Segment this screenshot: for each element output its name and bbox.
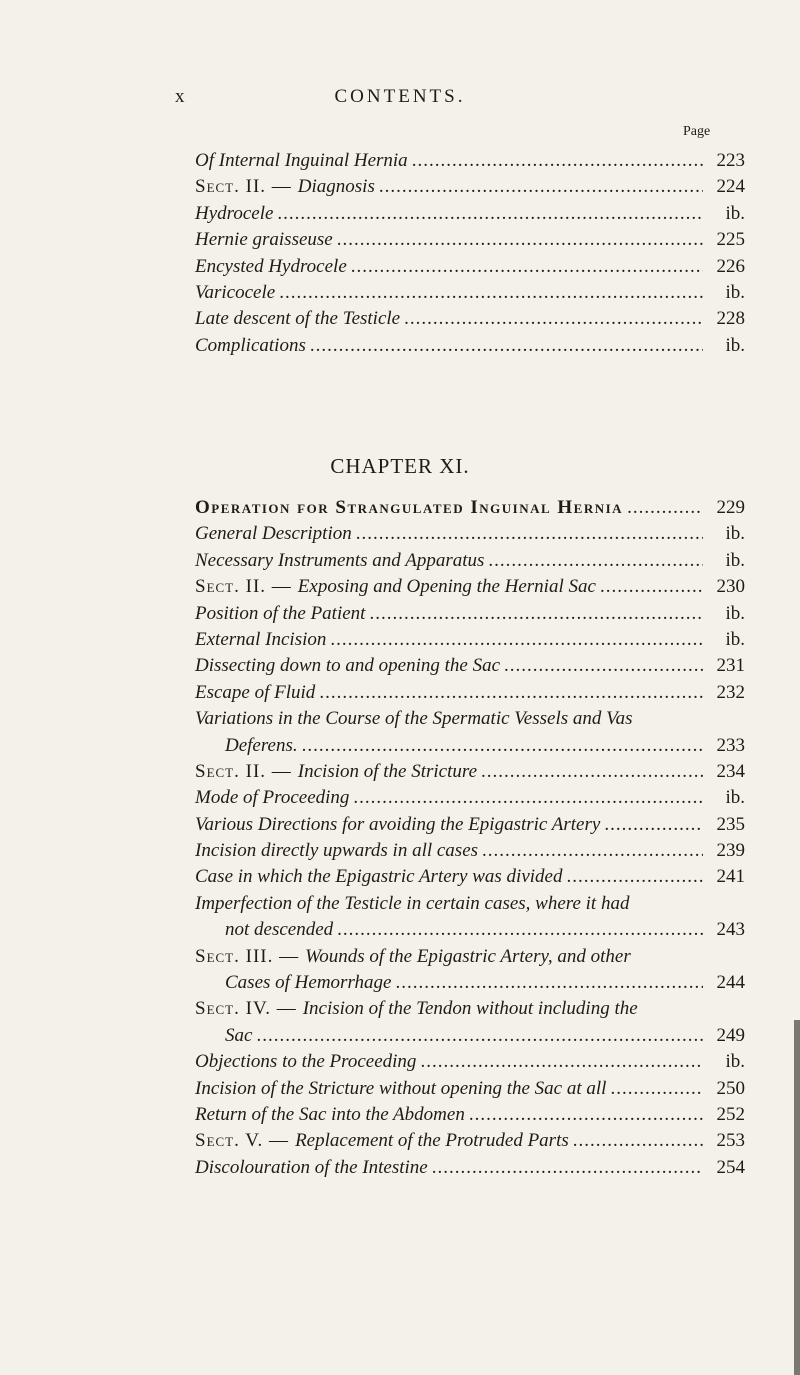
toc-entry-title [195, 148, 408, 174]
dot-leader [310, 333, 703, 359]
toc-entry-text: Objections to the Proceeding [195, 1051, 417, 1073]
toc-page-number: 225 [716, 229, 745, 251]
toc-page-number: 254 [716, 1156, 745, 1178]
toc-entry-title [195, 521, 352, 547]
toc-entry-title [225, 733, 298, 759]
toc-section-number: Sect. II. — [195, 176, 292, 198]
toc-entry [195, 227, 745, 253]
toc-entry [195, 495, 745, 521]
toc-entry [195, 944, 745, 970]
dot-leader [353, 785, 703, 811]
toc-entry [195, 812, 745, 838]
toc-entry-text: Cases of Hemorrhage [225, 972, 392, 994]
dot-leader [627, 495, 703, 521]
dot-leader [481, 759, 703, 785]
toc-entry [195, 970, 745, 996]
toc-entry [195, 1023, 745, 1049]
toc-entry-text: Mode of Proceeding [195, 787, 350, 809]
dot-leader [600, 574, 703, 600]
toc-entry [195, 653, 745, 679]
toc-entry-text: Incision of the Tendon without including the [302, 998, 638, 1020]
toc-section-number: Sect. III. — [195, 945, 300, 967]
dot-leader [404, 306, 703, 332]
toc-entry-text: Diagnosis [297, 176, 375, 198]
toc-section-number: Sect. IV. — [195, 998, 297, 1020]
toc-entry-title [195, 1049, 416, 1075]
toc-entry [195, 601, 745, 627]
toc-entry [195, 1155, 745, 1181]
toc-entry [195, 996, 745, 1022]
toc-entry-title [225, 1023, 252, 1049]
toc-entry-text: Complications [195, 334, 306, 356]
dot-leader [256, 1023, 703, 1049]
toc-entry [195, 1049, 745, 1075]
dot-leader [330, 627, 703, 653]
toc-page-number: 241 [716, 866, 745, 888]
toc-entry-text: Hernie graisseuse [195, 229, 333, 251]
toc-entry [195, 759, 745, 785]
dot-leader [420, 1049, 703, 1075]
toc-section-2 [195, 495, 745, 1181]
toc-entry [195, 838, 745, 864]
toc-entry-text: General Description [195, 523, 352, 545]
running-head: CONTENTS. [334, 86, 466, 107]
dot-leader [573, 1128, 703, 1154]
toc-entry [195, 1128, 745, 1154]
page-column-label: Page [683, 124, 711, 139]
toc-page-number: 224 [716, 176, 745, 198]
toc-page-number: ib. [725, 523, 745, 545]
toc-entry-text: Of Internal Inguinal Hernia [195, 150, 408, 171]
dot-leader [432, 1155, 703, 1181]
toc-page-number: 230 [716, 576, 745, 598]
toc-page-number: 223 [716, 150, 745, 171]
toc-entry-text: Replacement of the Protruded Parts [295, 1130, 569, 1152]
toc-page-number: 252 [716, 1103, 745, 1125]
dot-leader [604, 812, 703, 838]
dot-leader [482, 838, 703, 864]
toc-entry-text: Discolouration of the Intestine [195, 1156, 428, 1178]
toc-page-number: 243 [716, 919, 745, 941]
dot-leader [319, 680, 703, 706]
toc-page-number: ib. [725, 202, 745, 224]
toc-entry [195, 680, 745, 706]
toc-entry-title [195, 1076, 606, 1102]
dot-leader [469, 1102, 703, 1128]
toc-entry-title [225, 917, 333, 943]
toc-entry [195, 280, 745, 306]
dot-leader [351, 254, 703, 280]
toc-entry-text: Hydrocele [195, 202, 274, 224]
toc-entry [195, 521, 745, 547]
page-folio: x [175, 86, 186, 107]
dot-leader [395, 970, 703, 996]
dot-leader [379, 174, 703, 200]
page-edge-shadow [794, 1020, 800, 1375]
toc-entry-text: Dissecting down to and opening the Sac [195, 655, 501, 677]
toc-page-number: ib. [725, 628, 745, 650]
toc-page-number: ib. [725, 602, 745, 624]
toc-entry-title [195, 227, 333, 253]
toc-entry-title [195, 174, 375, 200]
toc-entry-title [195, 280, 275, 306]
toc-entry [195, 706, 745, 732]
toc-entry-text: Various Directions for avoiding the Epigastric Artery [195, 813, 601, 835]
toc-entry-text: Necessary Instruments and Apparatus [195, 549, 485, 571]
toc-page-number: 226 [716, 255, 745, 277]
toc-entry-title [195, 1128, 569, 1154]
toc-page-number: ib. [725, 549, 745, 571]
toc-entry-title [195, 944, 631, 970]
toc-entry-text: Deferens. [225, 734, 298, 756]
dot-leader [277, 201, 703, 227]
toc-entry-text: not descended [225, 919, 334, 941]
toc-entry-title [195, 1155, 428, 1181]
toc-page-number: 233 [716, 734, 745, 756]
toc-entry-text: Varicocele [195, 281, 276, 303]
dot-leader [337, 227, 703, 253]
toc-entry-title [195, 201, 273, 227]
chapter-heading: CHAPTER XI. [330, 454, 470, 478]
toc-page-number: 232 [716, 681, 745, 703]
toc-page-number: 234 [716, 760, 745, 782]
toc-entry-title [195, 254, 347, 280]
toc-entry [195, 733, 745, 759]
toc-entry-text: Wounds of the Epigastric Artery, and other [305, 945, 631, 967]
toc-entry [195, 1102, 745, 1128]
toc-entry-title [195, 333, 306, 359]
toc-page-number: 249 [716, 1024, 745, 1046]
toc-entry-text: Exposing and Opening the Hernial Sac [297, 576, 596, 598]
toc-entry-text: Encysted Hydrocele [195, 255, 347, 277]
toc-page-number: 250 [716, 1077, 745, 1099]
toc-entry-text: Operation for Strangulated Inguinal Hernia [195, 497, 624, 518]
dot-leader [610, 1076, 703, 1102]
toc-entry-title [195, 495, 623, 521]
dot-leader [566, 864, 703, 890]
toc-entry [195, 201, 745, 227]
toc-entry-text: Incision of the Stricture [297, 760, 478, 782]
toc-entry-text: Return of the Sac into the Abdomen [195, 1103, 465, 1125]
toc-entry-text: Sac [225, 1024, 253, 1046]
toc-page-number: 244 [716, 972, 745, 994]
toc-entry [195, 174, 745, 200]
toc-entry-title [195, 627, 326, 653]
toc-section-number: Sect. II. — [195, 576, 292, 598]
toc-entry [195, 627, 745, 653]
toc-entry-title [195, 864, 562, 890]
dot-leader [412, 148, 703, 174]
toc-entry [195, 864, 745, 890]
toc-entry-title [195, 548, 484, 574]
toc-page-number: 235 [716, 813, 745, 835]
toc-entry-text: Escape of Fluid [195, 681, 316, 703]
toc-entry [195, 148, 745, 174]
toc-entry-title [195, 706, 633, 732]
toc-section-number: Sect. V. — [195, 1130, 290, 1152]
dot-leader [279, 280, 703, 306]
dot-leader [488, 548, 703, 574]
toc-section-1 [195, 148, 745, 359]
toc-entry [195, 548, 745, 574]
dot-leader [337, 917, 703, 943]
toc-entry-title [195, 759, 477, 785]
toc-entry-text: External Incision [195, 628, 327, 650]
toc-entry [195, 306, 745, 332]
toc-entry-title [195, 996, 638, 1022]
toc-entry [195, 254, 745, 280]
toc-entry [195, 917, 745, 943]
toc-entry-text: Incision directly upwards in all cases [195, 840, 479, 862]
dot-leader [504, 653, 703, 679]
toc-entry-title [195, 306, 400, 332]
toc-page-number: 239 [716, 840, 745, 862]
toc-entry-title [195, 838, 478, 864]
toc-entry [195, 785, 745, 811]
toc-entry-title [195, 653, 500, 679]
toc-entry-title [195, 574, 596, 600]
toc-page-number: 228 [716, 308, 745, 330]
toc-entry-title [195, 1102, 465, 1128]
toc-entry-text: Imperfection of the Testicle in certain cases, where it had [195, 892, 630, 914]
toc-page-number: ib. [725, 281, 745, 303]
dot-leader [369, 601, 703, 627]
toc-page-number: 231 [716, 655, 745, 677]
toc-entry [195, 891, 745, 917]
toc-entry-title [195, 812, 600, 838]
toc-entry-title [195, 680, 315, 706]
toc-page-number: ib. [725, 334, 745, 356]
dot-leader [302, 733, 703, 759]
toc-page-number: ib. [725, 1051, 745, 1073]
toc-page-number: 253 [716, 1130, 745, 1152]
toc-entry-text: Incision of the Stricture without opening the Sac at all [195, 1077, 607, 1099]
toc-entry [195, 1076, 745, 1102]
dot-leader [356, 521, 703, 547]
toc-page-number: 229 [716, 497, 745, 518]
toc-entry-title [195, 891, 629, 917]
toc-entry-title [195, 785, 349, 811]
toc-section-number: Sect. II. — [195, 760, 292, 782]
toc-page-number: ib. [725, 787, 745, 809]
toc-entry-text: Case in which the Epigastric Artery was divided [195, 866, 563, 888]
toc-entry-text: Position of the Patient [195, 602, 366, 624]
toc-entry-title [195, 601, 365, 627]
toc-entry-text: Variations in the Course of the Spermatic Vessels and Vas [195, 708, 633, 730]
toc-entry-text: Late descent of the Testicle [195, 308, 401, 330]
toc-entry [195, 574, 745, 600]
toc-entry-title [225, 970, 391, 996]
toc-entry [195, 333, 745, 359]
